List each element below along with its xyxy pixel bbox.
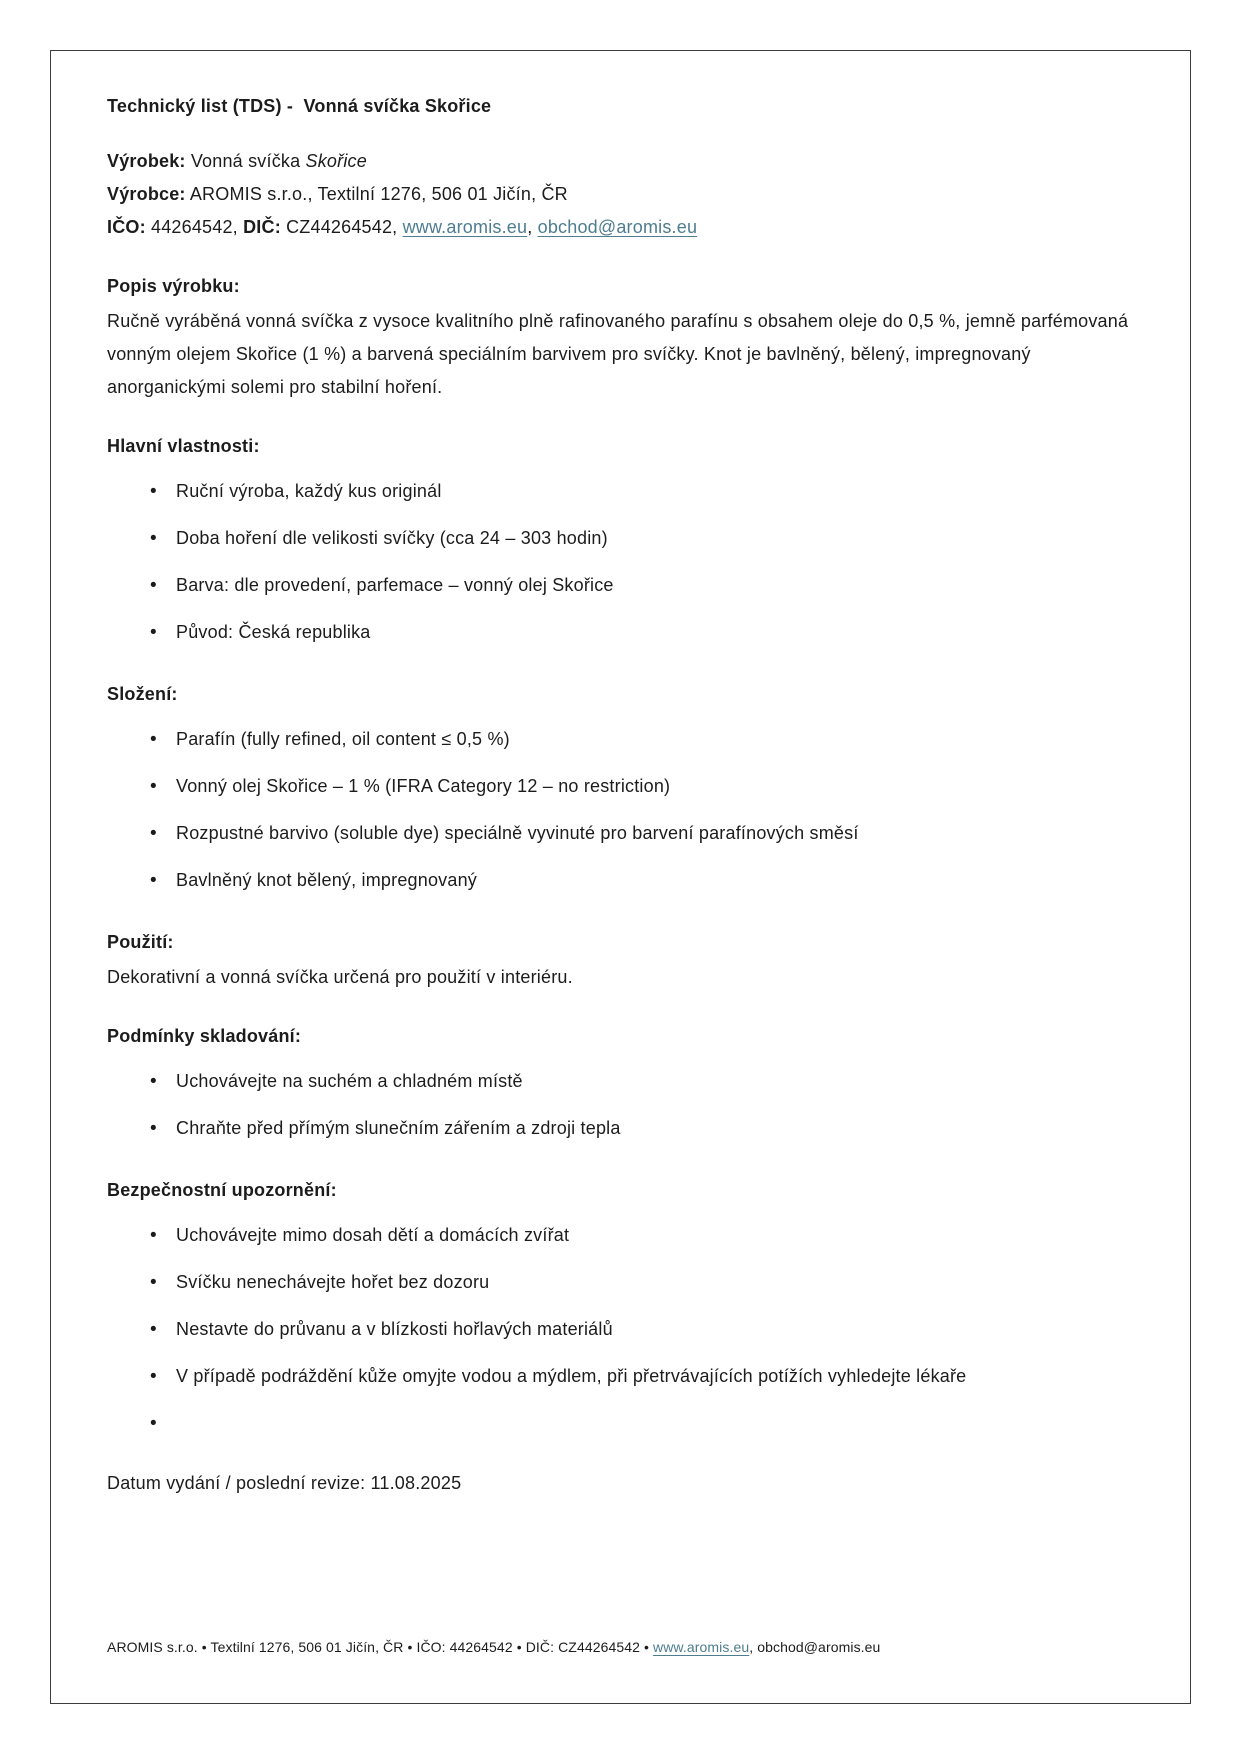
website-link[interactable]: www.aromis.eu <box>402 217 528 237</box>
page-border <box>50 50 1191 1704</box>
storage-list <box>107 1062 1136 1148</box>
footer-text-after: , obchod@aromis.eu <box>749 1639 881 1655</box>
list-item: • V případě podráždění kůže omyjte vodou a mýdlem, při přetrvávajících potížích vyhledejte lékaře <box>107 1357 1136 1396</box>
product-label: Výrobek: <box>107 151 186 171</box>
list-item: • Parafín (fully refined, oil content ≤ 0,5 %) <box>107 720 1136 759</box>
document-content <box>107 81 1136 1500</box>
list-item: • Vonný olej Skořice – 1 % (IFRA Category 12 – no restriction) <box>107 767 1136 806</box>
manufacturer-line <box>107 178 1136 211</box>
product-info-block <box>107 145 1136 244</box>
list-item: • Chraňte před přímým slunečním zářením a zdroji tepla <box>107 1109 1136 1148</box>
composition-list <box>107 720 1136 900</box>
safety-list <box>107 1216 1136 1443</box>
page-footer <box>107 1637 1136 1657</box>
list-item: • Uchovávejte na suchém a chladném místě <box>107 1062 1136 1101</box>
list-item: • Rozpustné barvivo (soluble dye) speciálně vyvinuté pro barvení parafínových směsí <box>107 814 1136 853</box>
list-item: • Ruční výroba, každý kus originál <box>107 472 1136 511</box>
list-item: • Uchovávejte mimo dosah dětí a domácích zvířat <box>107 1216 1136 1255</box>
storage-heading: Podmínky skladování: <box>107 1026 302 1046</box>
footer-website-link[interactable]: www.aromis.eu <box>653 1639 750 1655</box>
product-value: Vonná svíčka <box>185 151 306 171</box>
footer-text-before: AROMIS s.r.o. • Textilní 1276, 506 01 Jičín, ČR • IČO: 44264542 • DIČ: CZ44264542 • <box>107 1639 654 1655</box>
list-item: • Původ: Česká republika <box>107 613 1136 652</box>
features-heading: Hlavní vlastnosti: <box>107 436 260 456</box>
description-body: Ručně vyráběná vonná svíčka z vysoce kvalitního plně rafinovaného parafínu s obsahem oleje do 0,5 %, jemně parfémovaná vonným olejem Skořice (1 %) a barvená speciálním barvivem pro svíčky. Knot je bavlněný, bělený, impregnovaný anorganickými solemi pro stabilní hoření. <box>107 311 1129 397</box>
dic-value: CZ44264542, <box>280 217 403 237</box>
list-item: • Svíčku nenechávejte hořet bez dozoru <box>107 1263 1136 1302</box>
description-heading: Popis výrobku: <box>107 276 240 296</box>
ico-label: IČO: <box>107 217 146 237</box>
ico-value: 44264542, <box>145 217 244 237</box>
composition-heading: Složení: <box>107 684 178 704</box>
revision-date-line: Datum vydání / poslední revize: 11.08.2025 <box>107 1473 462 1493</box>
empty-list-item <box>107 1404 1136 1443</box>
manufacturer-value: AROMIS s.r.o., Textilní 1276, 506 01 Jičín, ČR <box>185 184 568 204</box>
manufacturer-label: Výrobce: <box>107 184 186 204</box>
features-list <box>107 472 1136 652</box>
dic-label: DIČ: <box>243 217 281 237</box>
email-link[interactable]: obchod@aromis.eu <box>537 217 698 237</box>
document-title: Technický list (TDS) - Vonná svíčka Skořice <box>107 96 492 116</box>
list-item: • Nestavte do průvanu a v blízkosti hořlavých materiálů <box>107 1310 1136 1349</box>
product-line <box>107 145 1136 178</box>
link-separator: , <box>527 217 538 237</box>
list-item: • Barva: dle provedení, parfemace – vonný olej Skořice <box>107 566 1136 605</box>
usage-body: Dekorativní a vonná svíčka určená pro použití v interiéru. <box>107 967 573 987</box>
ids-line <box>107 211 1136 244</box>
product-variant: Skořice <box>305 151 367 171</box>
usage-heading: Použití: <box>107 932 174 952</box>
list-item: • Doba hoření dle velikosti svíčky (cca 24 – 303 hodin) <box>107 519 1136 558</box>
list-item: • Bavlněný knot bělený, impregnovaný <box>107 861 1136 900</box>
safety-heading: Bezpečnostní upozornění: <box>107 1180 337 1200</box>
